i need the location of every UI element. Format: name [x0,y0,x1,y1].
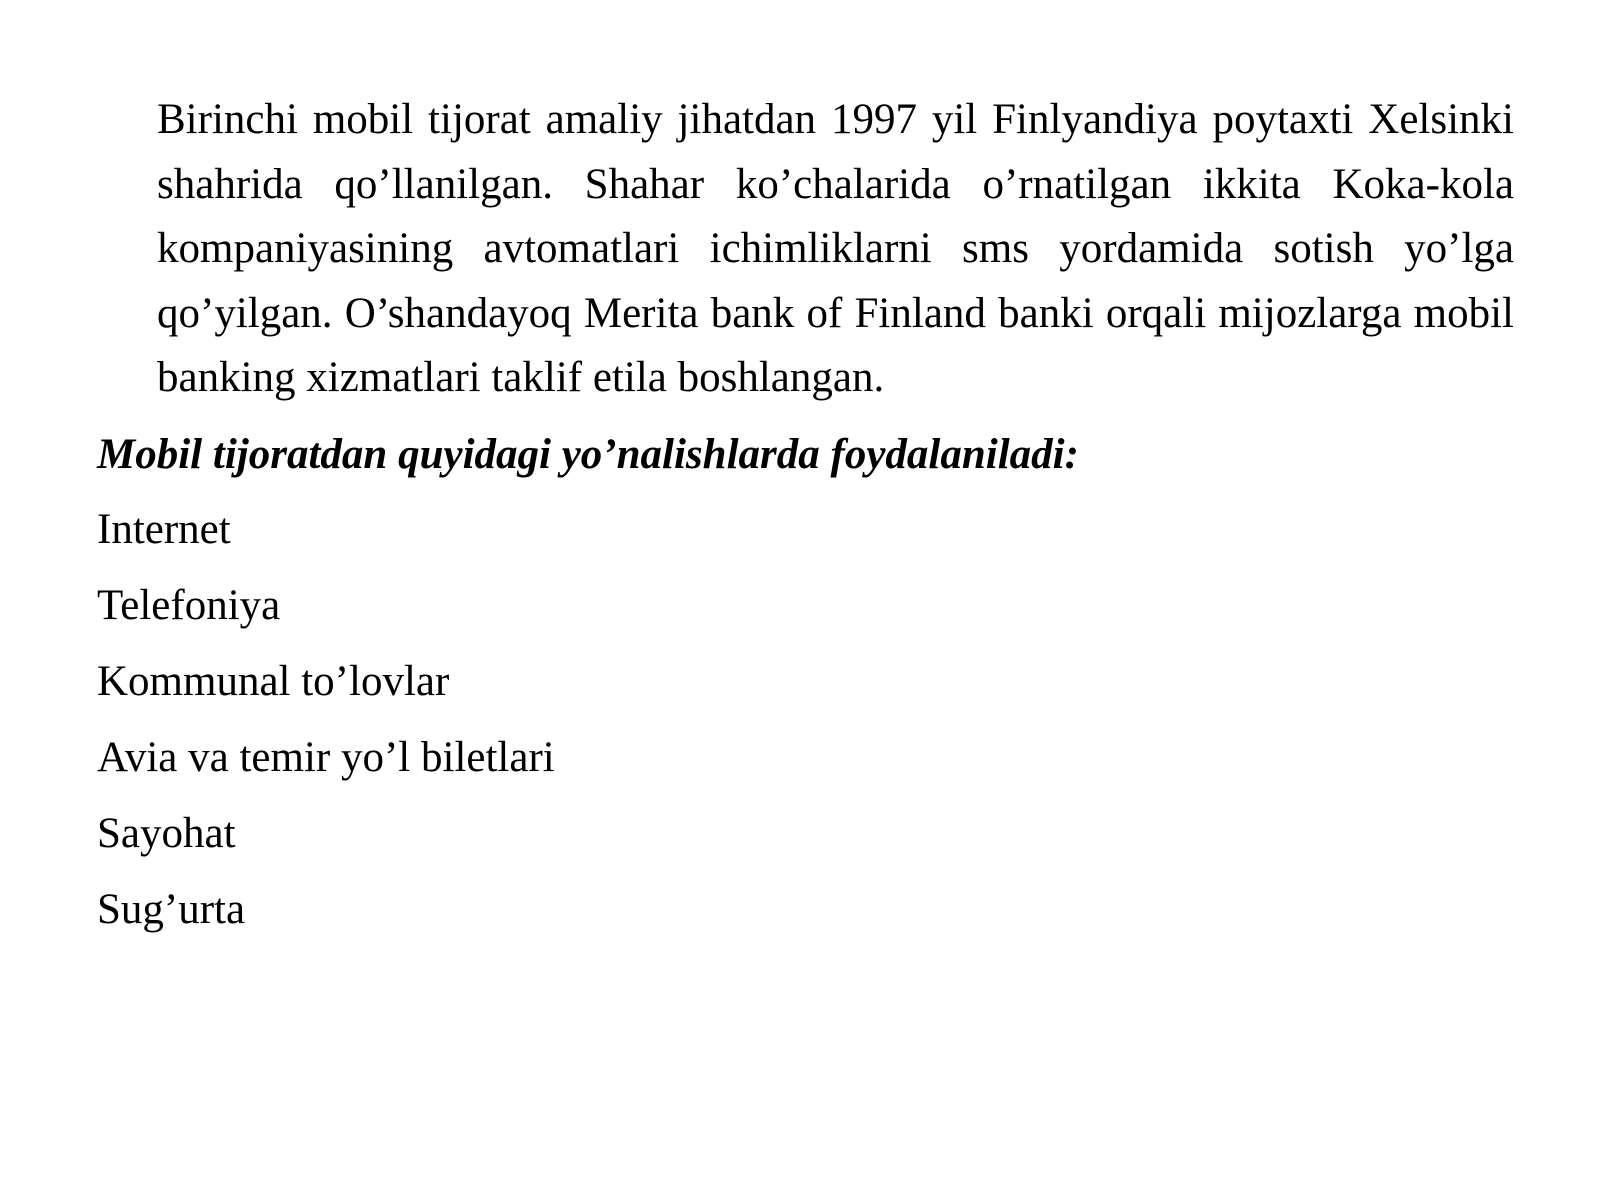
list-item: Sayohat [97,810,236,857]
list-item: Internet [97,506,231,553]
list-item: Telefoniya [97,582,281,629]
list-item: Kommunal to’lovlar [97,658,450,705]
uses-list [97,500,555,956]
list-item: Avia va temir yo’l biletlari [97,734,555,781]
list-item: Sug’urta [97,886,246,933]
intro-paragraph: Birinchi mobil tijorat amaliy jihatdan 1997 yil Finlyandiya poytaxti Xelsinki shahrida qo’llanilgan. Shahar ko’chalarida o’rnatilgan ikkita Koka-kola kompaniyasining avtomatlari ichimliklarni sms yordamida sotish yo’lga qo’yilgan. O’shandayoq Merita bank of Finland banki orqali mijozlarga mobil banking xizmatlari taklif etila boshlangan. [157,96,1514,401]
uses-heading: Mobil tijoratdan quyidagi yo’nalishlarda foydalaniladi: [97,431,1079,478]
